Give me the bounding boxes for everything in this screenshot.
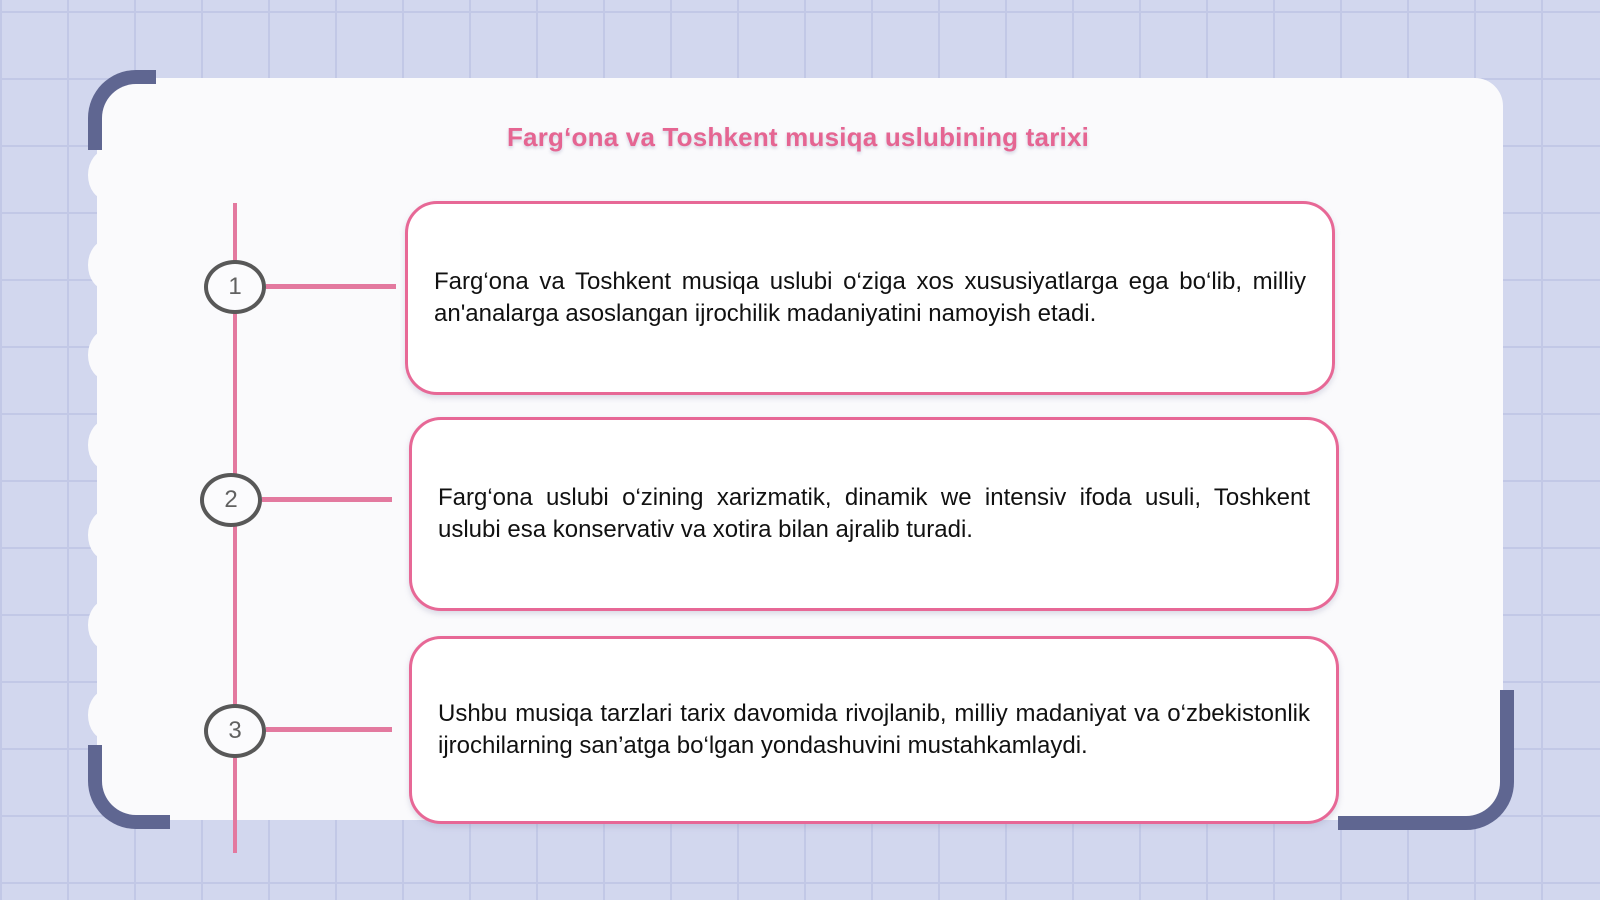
frame-corner-bottom-right (1338, 690, 1514, 830)
notebook-scallop (88, 420, 126, 470)
notebook-scallop (88, 600, 126, 650)
notebook-scallop (88, 330, 126, 380)
notebook-scallop (88, 690, 126, 740)
timeline-connector-3 (266, 727, 392, 732)
timeline-node-1: 1 (204, 260, 266, 314)
notebook-scallop (88, 510, 126, 560)
timeline-connector-2 (262, 497, 392, 502)
slide-title: Farg‘ona va Toshkent musiqa uslubining tarixi (506, 122, 1090, 152)
timeline-card-text: Ushbu musiqa tarzlari tarix davomida rivojlanib, milliy madaniyat va o‘zbekistonlik ijrochilarning san’atga bo‘lgan yondashuvini mustahkamlaydi. (438, 700, 1310, 759)
timeline-node-2: 2 (200, 473, 262, 527)
timeline-card-text: Farg‘ona uslubi o‘zining xarizmatik, dinamik we intensiv ifoda usuli, Toshkent uslubi esa konservativ va xotira bilan ajralib turadi. (438, 484, 1310, 543)
timeline-card-3 (409, 636, 1339, 824)
timeline-card-2 (409, 417, 1339, 611)
timeline-card-text: Farg‘ona va Toshkent musiqa uslubi o‘ziga xos xususiyatlarga ega bo‘lib, milliy an'analarga asoslangan ijrochilik madaniyatini namoyish etadi. (434, 268, 1306, 327)
timeline-card-1 (405, 201, 1335, 395)
notebook-scallop (88, 240, 126, 290)
notebook-scallop (88, 150, 126, 200)
timeline-node-3: 3 (204, 704, 266, 758)
frame-corner-bottom-left (88, 745, 170, 829)
timeline-connector-1 (266, 284, 396, 289)
